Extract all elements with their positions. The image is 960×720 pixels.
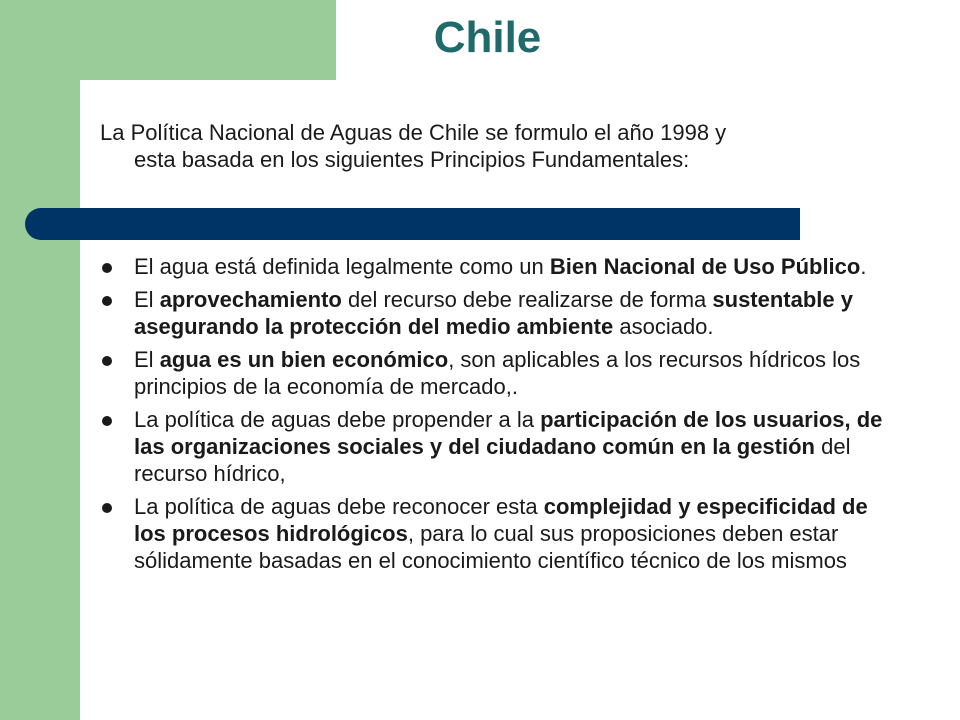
text-run: La política de aguas debe propender a la [134,407,541,432]
bold-run: complejidad y especificidad de los procesos hidrológicos [134,494,868,546]
text-run: El [134,347,160,372]
bullet-icon [102,416,112,426]
text-run: , para lo cual sus proposiciones deben estar sólidamente basadas en el conocimiento científico técnico de los mismos [134,521,847,573]
text-run: , son aplicables a los recursos hídricos los principios de la economía de mercado,. [134,347,861,399]
list-item [100,346,890,400]
text-run: La política de aguas debe reconocer esta [134,494,544,519]
text-run: del recurso debe realizarse de forma [341,287,713,312]
list-item [100,253,890,280]
bullet-icon [102,356,112,366]
intro-line-2: esta basada en los siguientes Principios Fundamentales: [134,147,690,172]
left-green-band [0,0,80,720]
intro-line-1: La Política Nacional de Aguas de Chile se formulo el año 1998 y [100,120,727,145]
list-item [100,493,890,574]
bullet-icon [102,503,112,513]
list-item [100,286,890,340]
text-run: El agua está definida legalmente como un [134,254,550,279]
bold-run: Bien Nacional de Uso Público [549,254,861,279]
bullet-icon [102,263,112,273]
bullet-icon [102,296,112,306]
divider-bar [25,208,800,240]
text-run: asociado. [613,314,714,339]
slide-title: Chile [433,13,542,62]
text-run: . [860,254,867,279]
text-run: del recurso hídrico, [134,434,851,486]
text-run: El [134,287,160,312]
bold-run: sustentable y asegurando la protección del medio ambiente [134,287,853,339]
bold-run: agua es un bien económico [159,347,449,372]
intro-paragraph [100,119,890,173]
bold-run: participación de los usuarios, de las organizaciones sociales y del ciudadano común en la gestión [134,407,883,459]
list-item [100,406,890,487]
principles-list [100,253,890,580]
bold-run: aprovechamiento [159,287,342,312]
